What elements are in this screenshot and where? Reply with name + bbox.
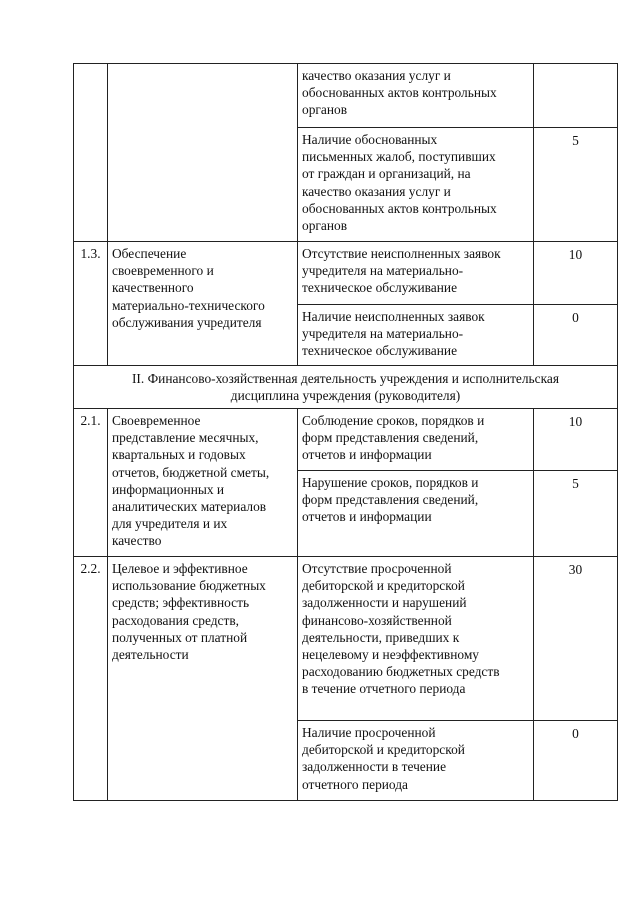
item-number: 2.2. xyxy=(74,557,108,801)
item-description: Целевое и эффективное использование бюджетных средств; эффективность расходования средств, полученных от платной деятельности xyxy=(108,557,298,801)
criterion-cell: Нарушение сроков, порядков и форм представления сведений, отчетов и информации xyxy=(298,471,534,557)
item-description: Своевременное представление месячных, квартальных и годовых отчетов, бюджетной сметы, информационных и аналитических материалов для учредителя и их качество xyxy=(108,409,298,557)
points-cell: 5 xyxy=(534,128,618,242)
table-row xyxy=(74,557,618,721)
item-number: 1.3. xyxy=(74,242,108,366)
description-cell xyxy=(108,64,298,242)
criterion-cell: Отсутствие неисполненных заявок учредителя на материально- техническое обслуживание xyxy=(298,242,534,305)
table-row xyxy=(74,409,618,471)
points-cell: 10 xyxy=(534,409,618,471)
table-row xyxy=(74,242,618,305)
points-cell xyxy=(534,64,618,128)
criterion-cell: Отсутствие просроченной дебиторской и кредиторской задолженности и нарушений финансово-хозяйственной деятельности, приведших к нецелевому и неэффективному расходованию бюджетных средств в течение отчетного периода xyxy=(298,557,534,721)
criterion-cell: Соблюдение сроков, порядков и форм представления сведений, отчетов и информации xyxy=(298,409,534,471)
number-cell xyxy=(74,64,108,242)
criteria-table xyxy=(73,63,618,801)
criterion-cell: Наличие просроченной дебиторской и кредиторской задолженности в течение отчетного периода xyxy=(298,721,534,801)
criterion-cell: качество оказания услуг и обоснованных актов контрольных органов xyxy=(298,64,534,128)
section-heading: II. Финансово-хозяйственная деятельность учреждения и исполнительская дисциплина учреждения (руководителя) xyxy=(74,366,618,409)
criterion-cell: Наличие неисполненных заявок учредителя на материально- техническое обслуживание xyxy=(298,305,534,366)
points-cell: 0 xyxy=(534,721,618,801)
points-cell: 10 xyxy=(534,242,618,305)
section-heading-row xyxy=(74,366,618,409)
points-cell: 5 xyxy=(534,471,618,557)
points-cell: 0 xyxy=(534,305,618,366)
item-description: Обеспечение своевременного и качественного материально-технического обслуживания учредителя xyxy=(108,242,298,366)
criterion-cell: Наличие обоснованных письменных жалоб, поступивших от граждан и организаций, на качество оказания услуг и обоснованных актов контрольных органов xyxy=(298,128,534,242)
table-row xyxy=(74,64,618,128)
points-cell: 30 xyxy=(534,557,618,721)
item-number: 2.1. xyxy=(74,409,108,557)
